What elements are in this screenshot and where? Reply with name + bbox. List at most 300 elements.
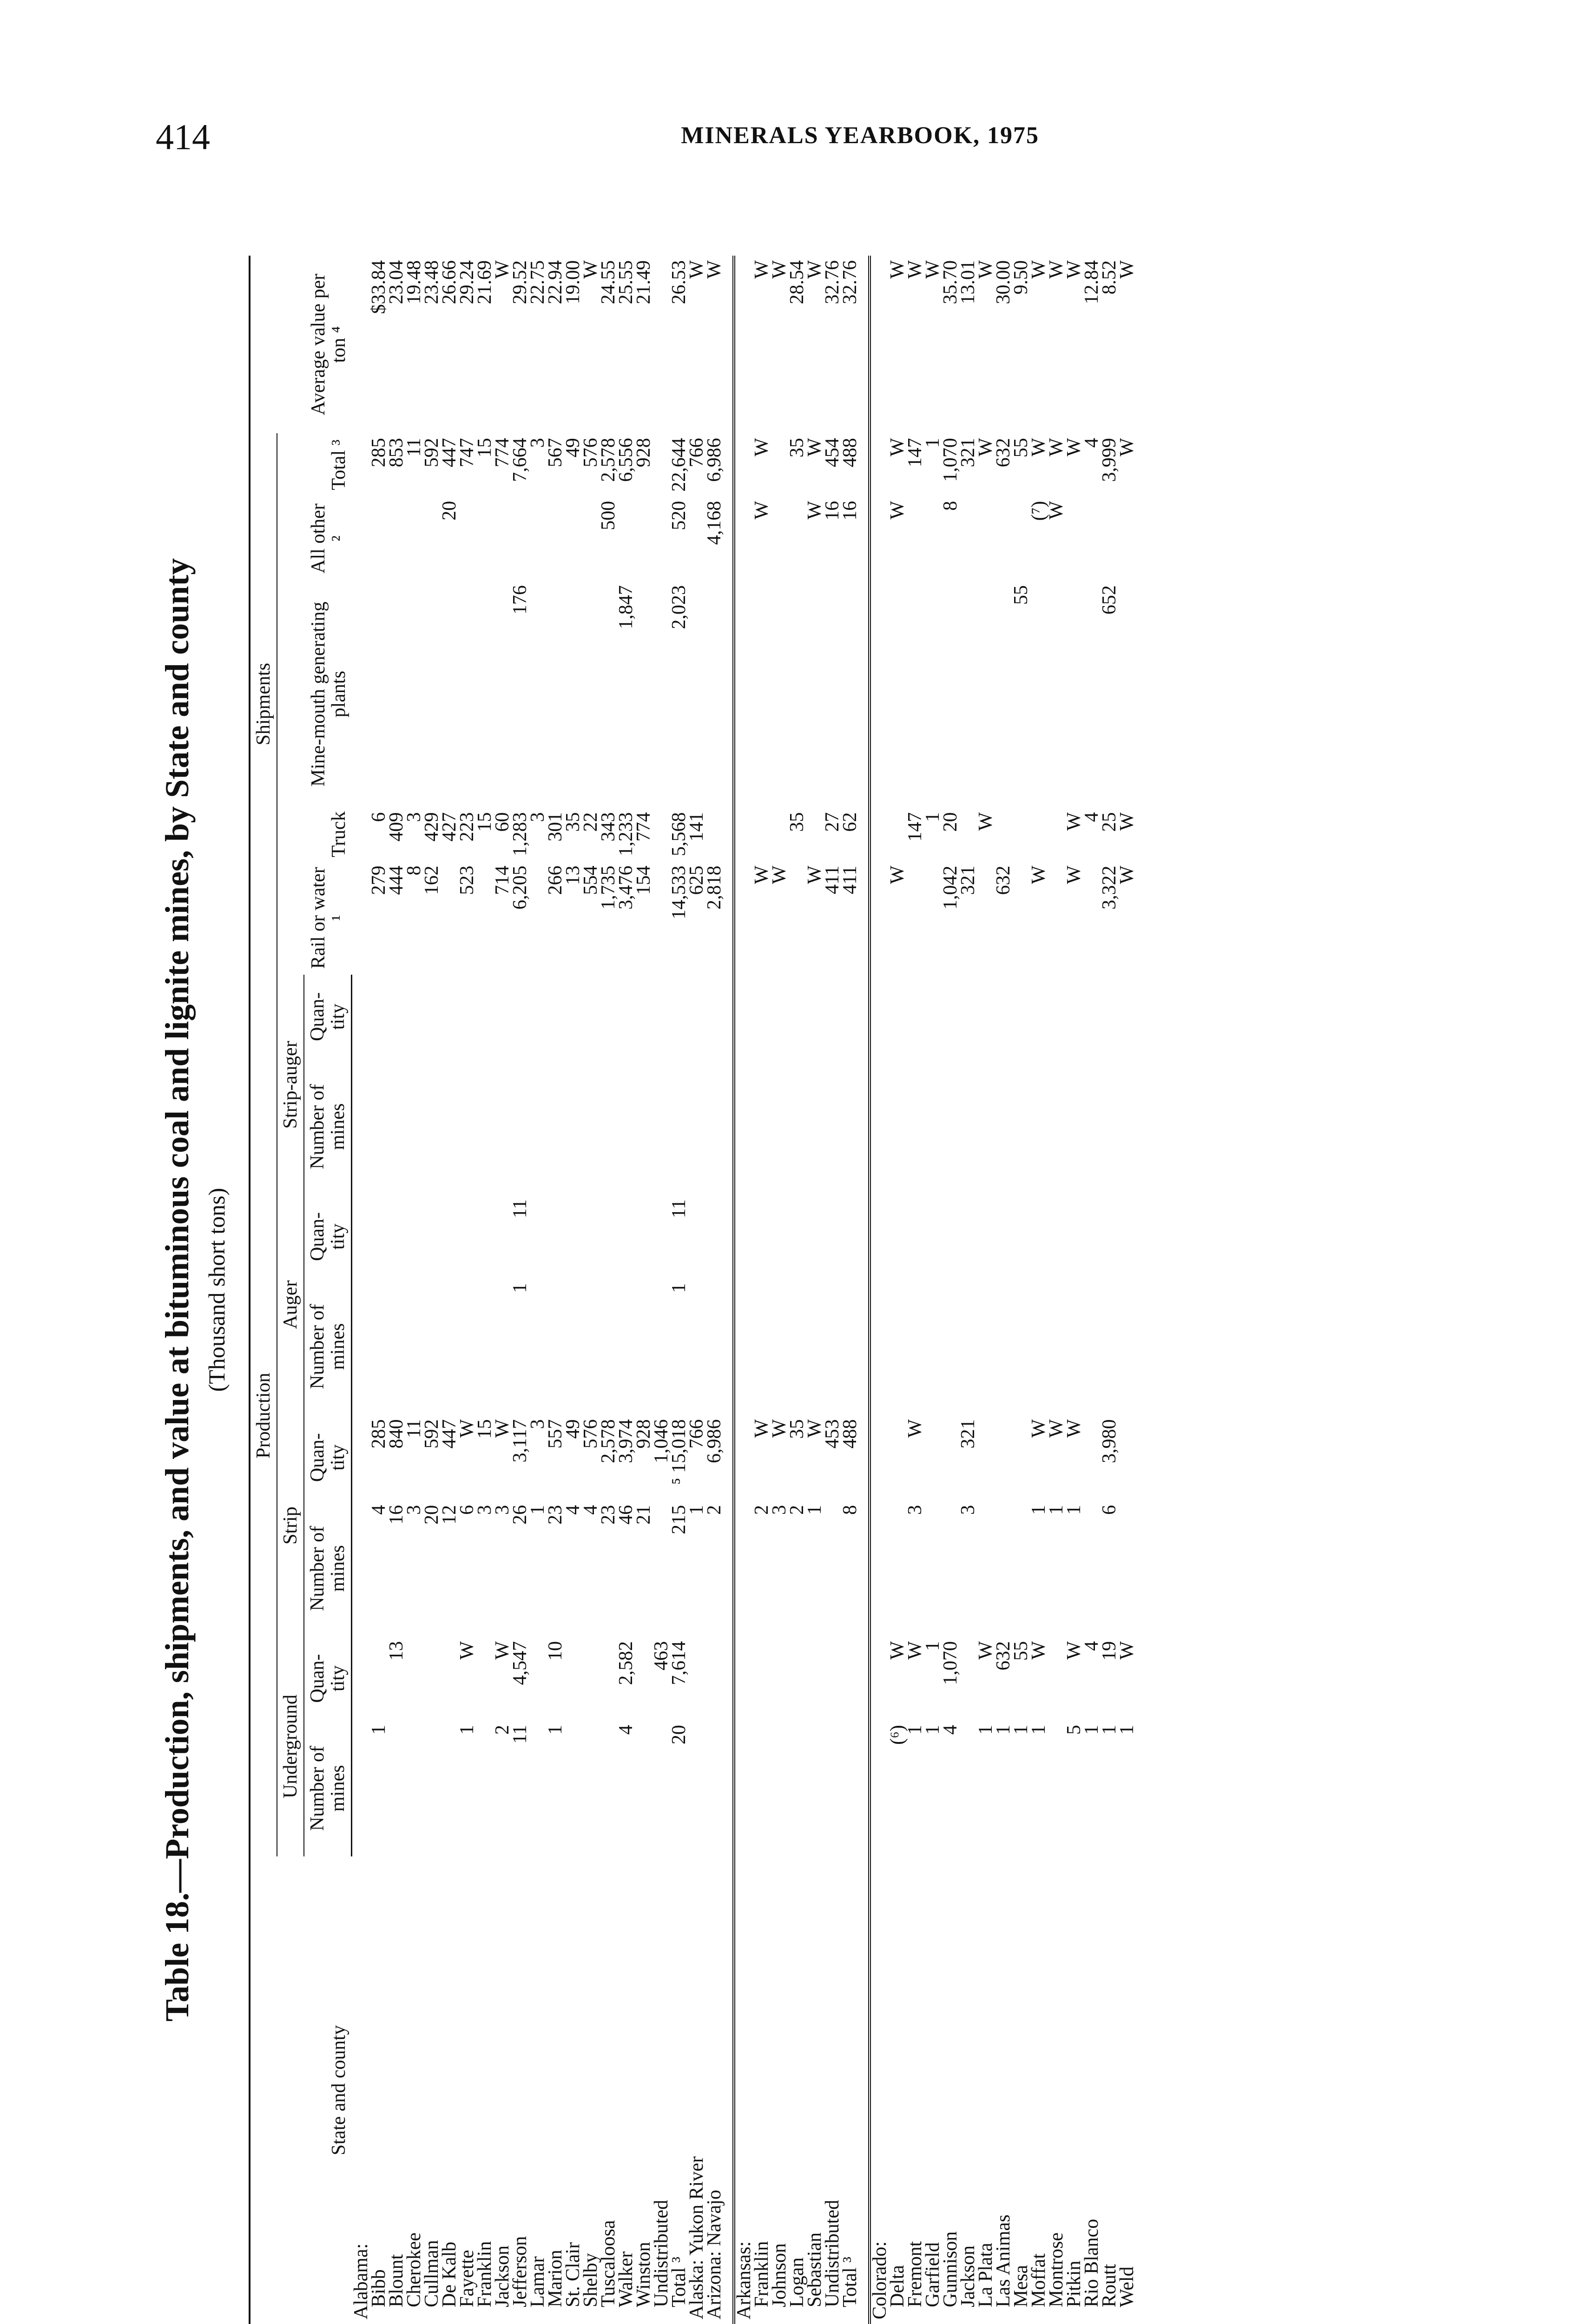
page-number: 414 — [156, 117, 210, 157]
table-cell: 6 — [456, 1505, 478, 1515]
table-cell — [942, 1500, 959, 1637]
table-cell: 632 — [993, 1641, 1015, 1670]
table-row — [1048, 256, 1065, 2324]
table-cell: 223 — [456, 812, 478, 842]
table-cell — [705, 1195, 723, 1278]
table-cell: W — [1028, 1641, 1050, 1660]
table-cell — [1048, 1279, 1065, 1415]
table-cell — [995, 1279, 1012, 1415]
table-cell — [859, 1637, 870, 1720]
table-cell: 141 — [686, 812, 708, 842]
table-cell — [564, 1720, 582, 1856]
table-cell — [653, 433, 670, 496]
table-cell — [529, 1279, 547, 1415]
table-cell — [547, 496, 564, 581]
table-cell — [870, 1720, 889, 1856]
table-cell — [370, 1059, 388, 1195]
table-cell: 928 — [633, 438, 655, 468]
table-cell — [1030, 1195, 1048, 1278]
row-label: Johnson — [769, 2243, 791, 2307]
table-cell: 2,578 — [598, 1419, 620, 1463]
table-cell — [723, 808, 734, 861]
table-cell: 453 — [822, 1419, 844, 1449]
table-cell — [529, 1059, 547, 1195]
table-cell — [1118, 496, 1136, 581]
table-cell — [977, 1195, 995, 1278]
table-cell — [734, 1195, 753, 1278]
table-cell: 4 — [368, 1505, 390, 1515]
table-cell: W — [1063, 812, 1085, 831]
table-cell — [889, 1059, 906, 1195]
table-cell — [924, 975, 942, 1058]
table-cell — [771, 496, 788, 581]
row-label: Sebastian — [804, 2232, 826, 2307]
table-cell — [870, 1414, 889, 1500]
table-cell: 343 — [598, 812, 620, 842]
table-cell: 8 — [940, 501, 962, 511]
table-cell — [977, 496, 995, 581]
table-row — [771, 256, 788, 2324]
table-subtitle: (Thousand short tons) — [204, 1188, 230, 1392]
row-label: Total ³ — [839, 2257, 861, 2307]
table-cell: 2,818 — [704, 865, 725, 910]
table-cell — [1101, 496, 1118, 581]
table-cell: W — [804, 260, 826, 279]
table-cell — [723, 1195, 734, 1278]
row-label: Franklin — [474, 2241, 496, 2307]
table-cell: W — [804, 438, 826, 456]
table-cell — [977, 1279, 995, 1415]
table-cell — [924, 861, 942, 975]
table-cell — [1083, 975, 1101, 1058]
table-cell — [582, 975, 600, 1058]
table-cell — [1118, 1279, 1136, 1415]
page-header — [0, 116, 1569, 172]
table-cell: 26.66 — [439, 260, 461, 304]
table-cell — [788, 861, 806, 975]
table-cell — [870, 1279, 889, 1415]
table-cell — [1012, 808, 1030, 861]
table-cell: 463 — [651, 1641, 672, 1670]
table-row — [924, 256, 942, 2324]
table-cell — [771, 808, 788, 861]
table-cell — [388, 496, 405, 581]
table-cell: 3 — [527, 438, 549, 448]
table-cell: 285 — [368, 438, 390, 468]
table-cell — [388, 1059, 405, 1195]
table-cell — [806, 975, 824, 1058]
table-cell — [1012, 1279, 1030, 1415]
table-cell — [723, 1637, 734, 1720]
table-cell: 3,117 — [509, 1419, 531, 1463]
table-cell: (⁶) — [887, 1725, 909, 1745]
table-cell: 1 — [509, 1283, 531, 1293]
table-cell — [841, 1279, 859, 1415]
table-cell: 2 — [786, 1505, 808, 1515]
table-cell: 747 — [456, 438, 478, 468]
table-cell — [388, 1279, 405, 1415]
table-row — [705, 256, 723, 2324]
table-cell — [653, 1195, 670, 1278]
table-cell: 429 — [421, 812, 443, 842]
table-cell — [1083, 1059, 1101, 1195]
table-cell: 1 — [1081, 1725, 1103, 1735]
table-cell — [1065, 1279, 1083, 1415]
table-cell: 1,735 — [598, 865, 620, 910]
table-cell — [859, 1720, 870, 1856]
table-cell: 3 — [403, 1505, 425, 1515]
table-cell — [600, 1195, 617, 1278]
table-cell — [1101, 1279, 1118, 1415]
table-cell: 592 — [421, 438, 443, 468]
table-cell — [705, 581, 723, 807]
row-label: Moffat — [1028, 2253, 1050, 2307]
table-cell: 8 — [403, 865, 425, 876]
table-cell: 3 — [957, 1505, 979, 1515]
table-cell — [959, 1059, 977, 1195]
table-cell — [476, 1195, 494, 1278]
table-cell: 454 — [822, 438, 844, 468]
table-cell — [771, 1195, 788, 1278]
table-cell: 3 — [527, 812, 549, 822]
table-cell — [1012, 496, 1030, 581]
table-cell — [1101, 1059, 1118, 1195]
table-cell: 928 — [633, 1419, 655, 1449]
table-cell — [870, 975, 889, 1058]
table-cell: 3,980 — [1099, 1419, 1121, 1463]
table-cell — [405, 975, 423, 1058]
table-cell: 176 — [509, 585, 531, 615]
table-cell: 1 — [1010, 1725, 1032, 1735]
table-cell — [1030, 1279, 1048, 1415]
table-cell: W — [492, 260, 514, 279]
table-cell — [824, 1195, 841, 1278]
table-cell — [806, 1059, 824, 1195]
table-cell: 15 — [474, 438, 496, 458]
table-cell: 321 — [957, 865, 979, 895]
col-ug-quantity: Quan- tity — [304, 1637, 352, 1720]
table-cell — [977, 1059, 995, 1195]
table-cell: W — [887, 865, 909, 885]
col-shipments: Shipments — [250, 433, 277, 975]
table-cell: 21.69 — [474, 260, 496, 304]
row-label: Undistributed — [822, 2200, 844, 2307]
table-row — [494, 256, 511, 2324]
table-cell — [653, 1500, 670, 1637]
row-label: Lamar — [527, 2256, 549, 2307]
table-cell: 3,999 — [1099, 438, 1121, 482]
table-cell — [600, 1279, 617, 1415]
table-cell: 520 — [668, 501, 690, 530]
table-cell: 1,070 — [940, 438, 962, 482]
table-cell — [370, 1195, 388, 1278]
col-strip: Strip — [277, 1414, 304, 1636]
table-cell: 1 — [922, 812, 944, 822]
table-body — [352, 256, 1136, 2324]
table-row — [476, 256, 494, 2324]
table-cell — [924, 1195, 942, 1278]
table-cell — [806, 1279, 824, 1415]
table-cell: 5 — [1063, 1725, 1085, 1735]
table-cell: 25 — [1099, 812, 1121, 832]
table-row — [529, 256, 547, 2324]
table-cell — [1048, 1195, 1065, 1278]
table-row — [753, 256, 771, 2324]
table-cell — [458, 1279, 476, 1415]
table-cell — [771, 1637, 788, 1720]
table-cell — [688, 1279, 705, 1415]
table-cell: 774 — [633, 812, 655, 842]
table-cell — [635, 581, 653, 807]
table-cell — [924, 496, 942, 581]
table-cell — [476, 975, 494, 1058]
table-cell — [788, 1720, 806, 1856]
table-cell — [906, 861, 924, 975]
row-label: Arizona: Navajo — [704, 2190, 725, 2319]
table-cell: 20 — [439, 501, 461, 521]
table-cell — [977, 975, 995, 1058]
table-cell — [753, 1059, 771, 1195]
table-cell — [924, 581, 942, 807]
table-row — [1012, 256, 1030, 2324]
table-cell — [476, 1279, 494, 1415]
table-cell — [1012, 1500, 1030, 1637]
table-cell — [529, 581, 547, 807]
table-row — [1101, 256, 1118, 2324]
row-label: Winston — [633, 2242, 655, 2307]
table-row — [423, 256, 441, 2324]
table-cell — [423, 1637, 441, 1720]
table-cell: 26.53 — [668, 260, 690, 304]
table-cell — [547, 1059, 564, 1195]
table-cell — [924, 1059, 942, 1195]
table-cell — [1083, 1195, 1101, 1278]
table-cell: 19.00 — [562, 260, 584, 304]
table-cell: 557 — [545, 1419, 567, 1449]
table-cell — [405, 496, 423, 581]
table-cell — [423, 1279, 441, 1415]
table-cell — [942, 581, 959, 807]
col-strip-quantity: Quan- tity — [304, 1414, 352, 1500]
table-cell: 215 — [668, 1505, 690, 1535]
table-cell — [1030, 975, 1048, 1058]
table-cell — [841, 581, 859, 807]
table-cell — [352, 975, 370, 1058]
table-cell: 488 — [839, 1419, 861, 1449]
col-auger: Auger — [277, 1195, 304, 1414]
table-row — [600, 256, 617, 2324]
table-cell — [600, 975, 617, 1058]
table-cell: $33.84 — [368, 260, 390, 314]
table-cell: 21 — [633, 1505, 655, 1525]
table-cell — [635, 1279, 653, 1415]
table-cell — [441, 1637, 458, 1720]
table-cell: 8 — [839, 1505, 861, 1515]
table-cell: 632 — [993, 438, 1015, 468]
table-cell — [824, 1279, 841, 1415]
table-cell: W — [769, 260, 791, 279]
table-cell — [859, 581, 870, 807]
table-cell — [1048, 1059, 1065, 1195]
table-cell: 1 — [1028, 1505, 1050, 1515]
row-label: Weld — [1116, 2266, 1138, 2307]
table-cell — [352, 496, 370, 581]
row-label: Walker — [615, 2251, 637, 2307]
table-cell: 1,283 — [509, 812, 531, 857]
table-cell — [734, 975, 753, 1058]
table-cell: 576 — [580, 438, 602, 468]
table-cell — [734, 256, 753, 433]
table-cell — [1065, 581, 1083, 807]
table-row — [370, 256, 388, 2324]
table-cell — [977, 1500, 995, 1637]
table-cell — [494, 1195, 511, 1278]
table-row — [405, 256, 423, 2324]
col-auger-quantity: Quan- tity — [304, 1195, 352, 1278]
table-cell: 20 — [421, 1505, 443, 1525]
table-cell: W — [804, 1419, 826, 1438]
table-cell: 1 — [1116, 1725, 1138, 1735]
row-label: Rio Blanco — [1081, 2218, 1103, 2307]
table-cell: W — [456, 1641, 478, 1660]
col-total: Total ³ — [328, 439, 349, 490]
row-label: Jackson — [957, 2245, 979, 2307]
table-cell: W — [975, 1641, 997, 1660]
table-cell — [959, 496, 977, 581]
row-label: Colorado: — [869, 2241, 891, 2319]
table-cell — [806, 1637, 824, 1720]
table-cell — [1101, 1195, 1118, 1278]
row-label: Franklin — [751, 2241, 773, 2307]
table-cell — [1083, 861, 1101, 975]
table-cell: W — [769, 1419, 791, 1438]
table-row — [1083, 256, 1101, 2324]
table-cell — [670, 1059, 688, 1195]
table-cell: 1 — [804, 1505, 826, 1515]
table-cell — [771, 1720, 788, 1856]
table-cell — [688, 975, 705, 1058]
table-cell — [617, 496, 635, 581]
col-sa-quantity: Quan- tity — [304, 975, 352, 1058]
table-cell — [564, 1059, 582, 1195]
table-cell — [370, 496, 388, 581]
table-cell: 32.76 — [839, 260, 861, 304]
table-cell: W — [904, 1641, 926, 1660]
table-cell — [995, 1195, 1012, 1278]
table-cell — [1083, 1414, 1101, 1500]
table-cell — [889, 1195, 906, 1278]
table-cell — [859, 1279, 870, 1415]
table-cell — [564, 581, 582, 807]
table-cell: 30.00 — [993, 260, 1015, 304]
table-cell — [906, 581, 924, 807]
table-cell — [889, 1500, 906, 1637]
table-cell — [352, 1279, 370, 1415]
table-cell — [959, 1195, 977, 1278]
table-cell — [1118, 1500, 1136, 1637]
table-cell — [959, 808, 977, 861]
table-cell — [564, 975, 582, 1058]
table-cell: 1 — [975, 1725, 997, 1735]
table-cell: 35 — [562, 812, 584, 832]
table-cell: 9.50 — [1010, 260, 1032, 295]
table-cell — [788, 1059, 806, 1195]
table-cell — [734, 1059, 753, 1195]
table-cell: 1 — [922, 438, 944, 448]
table-cell: 7,664 — [509, 438, 531, 482]
table-cell: W — [686, 260, 708, 279]
table-row — [906, 256, 924, 2324]
rotated-table-block — [149, 232, 1520, 2324]
row-label: Montrose — [1046, 2232, 1068, 2307]
table-cell — [494, 975, 511, 1058]
table-cell — [529, 1637, 547, 1720]
row-label: Total ³ — [668, 2257, 690, 2307]
table-cell — [582, 496, 600, 581]
table-cell — [753, 808, 771, 861]
table-cell — [859, 1500, 870, 1637]
table-cell: 60 — [492, 812, 514, 832]
table-cell — [705, 1279, 723, 1415]
table-cell — [405, 1637, 423, 1720]
table-cell — [388, 581, 405, 807]
table-cell — [824, 1500, 841, 1637]
table-cell: 13 — [386, 1641, 408, 1661]
table-cell: 16 — [839, 501, 861, 521]
table-cell: 23.04 — [386, 260, 408, 304]
table-cell — [753, 581, 771, 807]
table-cell — [458, 1195, 476, 1278]
table-cell — [511, 496, 529, 581]
table-cell — [529, 1720, 547, 1856]
table-cell — [734, 1637, 753, 1720]
table-cell — [529, 1195, 547, 1278]
table-cell: 147 — [904, 438, 926, 468]
table-cell: W — [1116, 865, 1138, 885]
table-cell: 1 — [1046, 1505, 1068, 1515]
table-cell: W — [580, 260, 602, 279]
table-cell — [841, 1059, 859, 1195]
table-cell — [824, 1059, 841, 1195]
table-cell: 22.94 — [545, 260, 567, 304]
table-cell — [1012, 1195, 1030, 1278]
table-row — [977, 256, 995, 2324]
table-cell: 3,322 — [1099, 865, 1121, 910]
table-cell: 1 — [1063, 1505, 1085, 1515]
table-cell — [476, 496, 494, 581]
table-cell — [753, 1637, 771, 1720]
data-table — [249, 256, 1136, 2324]
table-cell: 6 — [368, 812, 390, 822]
row-label: Blount — [386, 2254, 408, 2307]
table-cell — [806, 581, 824, 807]
table-cell: 1 — [1028, 1725, 1050, 1735]
table-cell — [670, 975, 688, 1058]
table-cell — [705, 808, 723, 861]
table-cell: 3 — [904, 1505, 926, 1515]
table-cell: 1,070 — [940, 1641, 962, 1685]
table-cell: W — [904, 260, 926, 279]
table-cell — [889, 1414, 906, 1500]
table-cell — [653, 496, 670, 581]
table-cell — [788, 1195, 806, 1278]
table-cell: 3,476 — [615, 865, 637, 910]
table-cell — [688, 1195, 705, 1278]
col-sa-number: Number of mines — [304, 1059, 352, 1195]
table-row — [547, 256, 564, 2324]
table-cell — [942, 1279, 959, 1415]
table-cell — [959, 1279, 977, 1415]
